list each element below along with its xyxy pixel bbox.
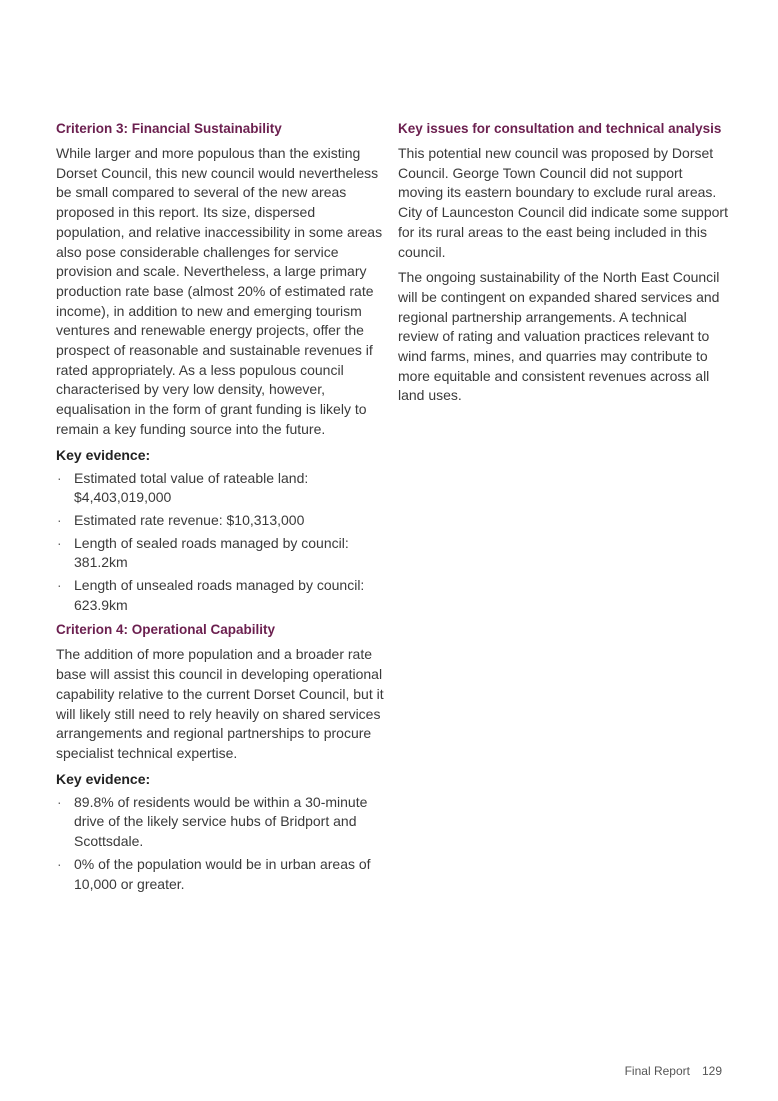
- right-column: [398, 120, 728, 412]
- footer-label: Final Report: [624, 1064, 690, 1078]
- criterion-4-body: The addition of more population and a broader rate base will assist this council in developing operational capability relative to the current Dorset Council, but it will likely still need to rely heavily on shared services arrangements and regional partnerships to procure specialist technical expertise.: [56, 646, 384, 761]
- list-item: · 89.8% of residents would be within a 30-minute drive of the likely service hubs of Bridport and Scottsdale.: [56, 793, 384, 852]
- list-item: · Length of sealed roads managed by council: 381.2km: [56, 534, 384, 573]
- key-issues-heading: Key issues for consultation and technical analysis: [398, 121, 722, 136]
- page-footer: [613, 1064, 722, 1078]
- key-issues-paragraph-1: This potential new council was proposed by Dorset Council. George Town Council did not support moving its eastern boundary to exclude rural areas. City of Launceston Council did indicate some support for its rural areas to the east being included in this council.: [398, 145, 728, 260]
- key-evidence-heading: Key evidence:: [56, 770, 151, 787]
- key-evidence-list: [56, 793, 384, 895]
- list-item: · 0% of the population would be in urban areas of 10,000 or greater.: [56, 855, 384, 894]
- criterion-3-heading: Criterion 3: Financial Sustainability: [56, 121, 282, 136]
- key-evidence-list: [56, 469, 384, 616]
- criterion-4-heading: Criterion 4: Operational Capability: [56, 622, 276, 638]
- criterion-3-body: While larger and more populous than the existing Dorset Council, this new council would nevertheless be small compared to several of the new areas proposed in this report. Its size, dispersed population, and relative inaccessibility in some areas also pose considerable challenges for service provision and scale. Nevertheless, a large primary production rate base (almost 20% of estimated rate income), in addition to new and emerging tourism ventures and renewable energy projects, offer the prospect of reasonable and sustainable revenues if rated appropriately. As a less populous council characterised by very low density, however, equalisation in the form of grant funding is likely to remain a key funding source into the future.: [56, 145, 383, 437]
- list-item: · Length of unsealed roads managed by council: 623.9km: [56, 576, 384, 615]
- key-issues-paragraph-2: The ongoing sustainability of the North East Council will be contingent on expanded shared services and regional partnership arrangements. A technical review of rating and valuation practices relevant to wind farms, mines, and quarries may contribute to more equitable and consistent revenues across all land uses.: [398, 269, 720, 404]
- key-evidence-heading: Key evidence:: [56, 446, 151, 463]
- left-column: [56, 120, 384, 897]
- page-number: 129: [701, 1064, 722, 1078]
- list-item: · Estimated rate revenue: $10,313,000: [56, 511, 384, 531]
- list-item: · Estimated total value of rateable land: $4,403,019,000: [56, 469, 384, 508]
